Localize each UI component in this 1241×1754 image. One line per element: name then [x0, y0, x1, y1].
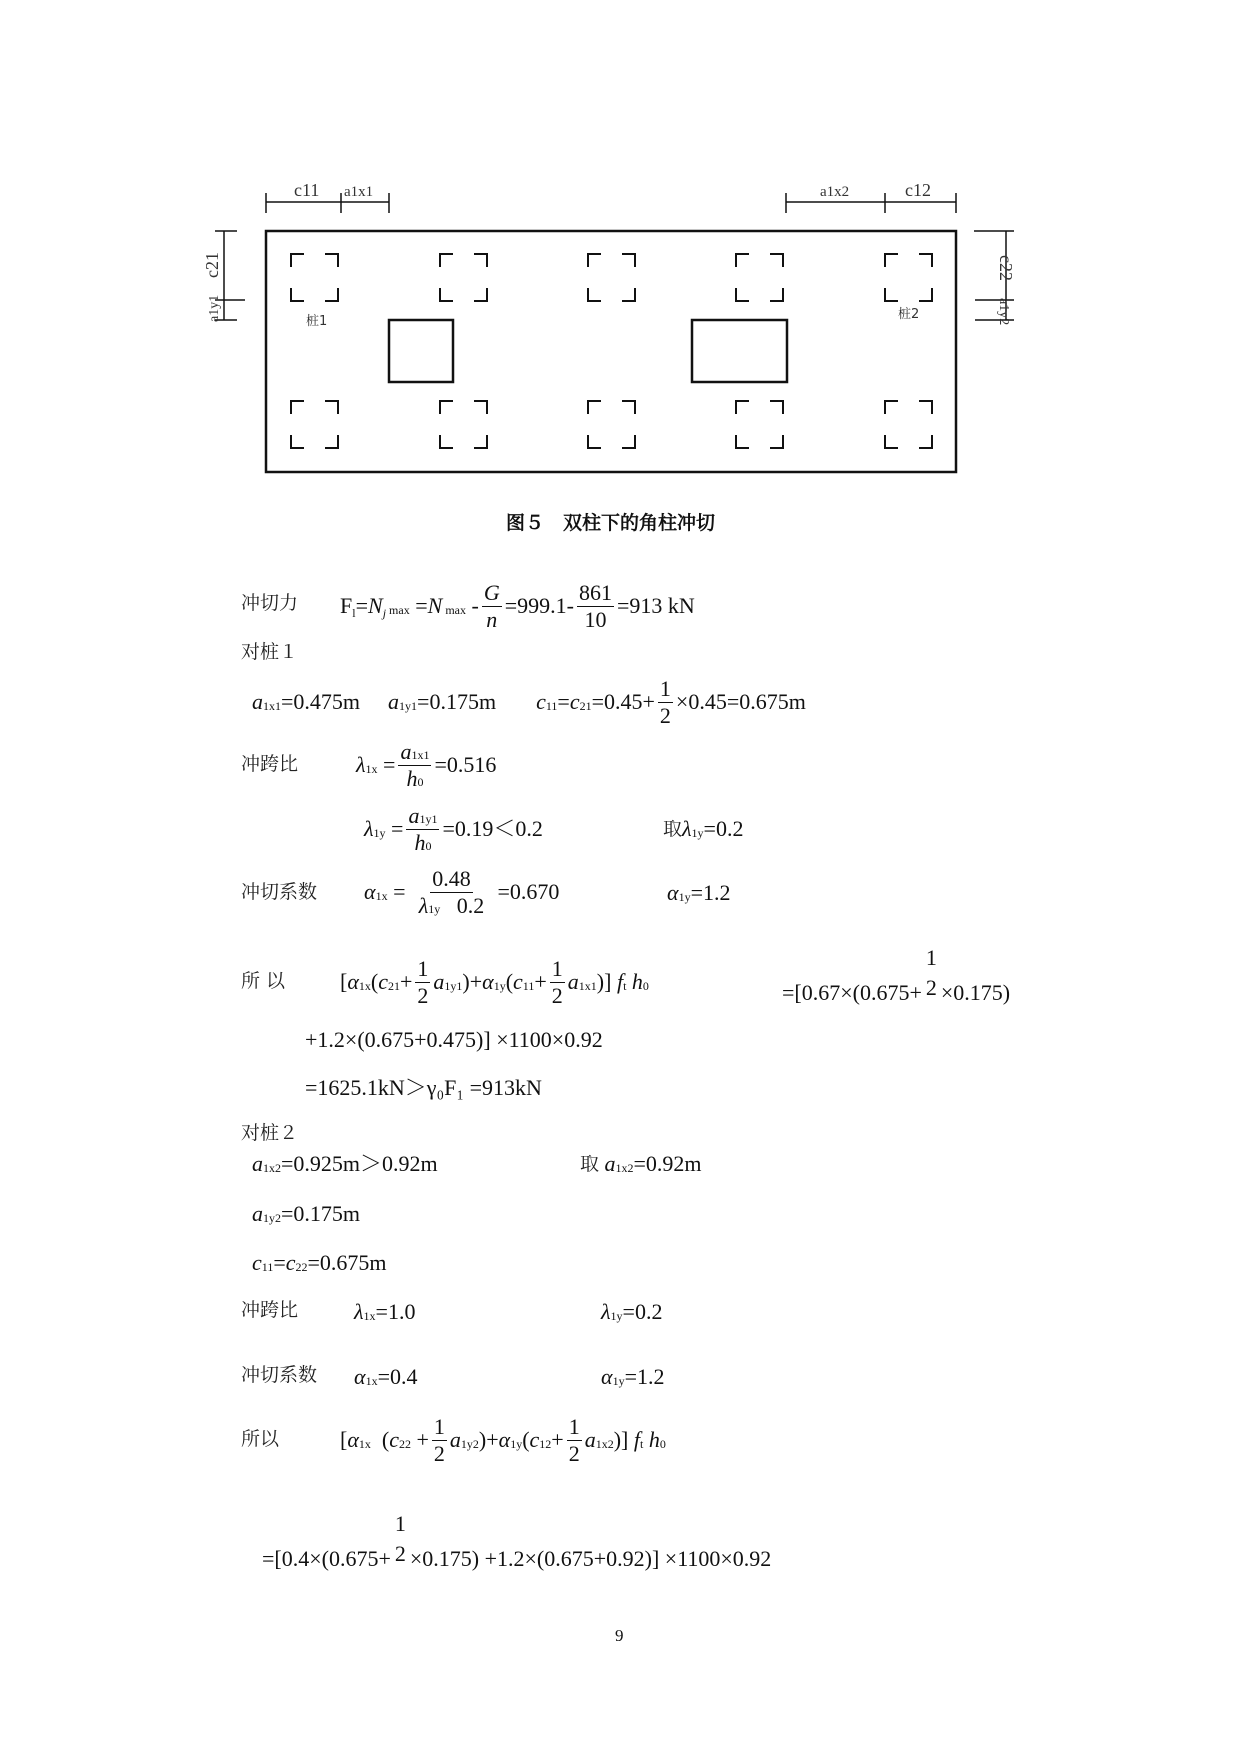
equation-a1x2-take: 取 a 1x2 =0.92m — [580, 1151, 702, 1176]
equation-punch-force: Fl= Nj max = N max - $\frac{G}{n}$ =999.1- $\frac{861}{10}$ =913 kN — [340, 580, 695, 632]
dim-label-c21: c21 — [202, 252, 222, 278]
eq5-result: =0.670 — [497, 879, 560, 904]
equation-capacity-1: [ α 1x ( c 21 + $\frac{1}{2}$ a 1y1 )+ α 1y ( c 11 + $\frac{1}{2}$ a 1x1 )] f t h 0 — [340, 956, 649, 1008]
dim-label-a1y2: a1y2 — [996, 298, 1011, 326]
column-right — [692, 320, 787, 382]
label-pile-1: 对桩１ — [241, 641, 299, 663]
eq1-tail: =999.1- — [504, 593, 574, 618]
equation-alpha-1x: α 1x = $\frac{0.48}{\lambda 1y 0.2}$ =0.670 — [364, 866, 560, 918]
pile-cap-outline — [266, 231, 956, 472]
eq12-lambda-1y: =0.2 — [622, 1299, 663, 1324]
eq11-result: =0.675m — [307, 1250, 387, 1275]
eq1-frac-den: 10 — [584, 606, 607, 632]
equation-alpha-2y: α 1y =1.2 — [601, 1364, 665, 1389]
pile-marker-r1-c4 — [736, 254, 783, 301]
equation-capacity-2-rhs: =[0.4×(0.675+ 1 2 ×0.175) +1.2×(0.675+0.92)] ×1100×0.92 — [262, 1511, 772, 1571]
equation-a1x2: a 1x2 =0.925m＞0.92m — [252, 1151, 438, 1176]
equation-lambda-2y: λ 1y =0.2 — [601, 1299, 663, 1324]
label-so-1: 所 以 — [241, 970, 286, 992]
eq2-a1y1: =0.175m — [417, 689, 497, 714]
pile-marker-r2-c5 — [885, 401, 932, 448]
label-take-2: 取 — [580, 1152, 600, 1175]
equation-alpha-2x: α 1x =0.4 — [354, 1364, 418, 1389]
eq5-alpha-1y: =1.2 — [690, 880, 731, 905]
label-punch-coef-2: 冲切系数 — [241, 1364, 318, 1386]
equation-capacity-1-rhs: =[0.67×(0.675+ 1 2 ×0.175) — [782, 945, 1011, 1005]
eq4-result: =0.19＜0.2 — [442, 816, 543, 841]
pile-marker-r2-c4 — [736, 401, 783, 448]
eq13-alpha-1x: =0.4 — [377, 1364, 418, 1389]
pile-1-label: 桩1 — [306, 314, 328, 329]
label-take-1: 取 — [663, 817, 683, 840]
equation-lambda-1y-take: 取 λ 1y =0.2 — [663, 816, 744, 841]
dim-label-c22: c22 — [996, 255, 1016, 281]
eq3-result: =0.516 — [434, 752, 497, 777]
eq2-c-result: ×0.45=0.675m — [675, 689, 806, 714]
eq10-a1y2: =0.175m — [281, 1201, 361, 1226]
eq12-lambda-1x: =1.0 — [375, 1299, 416, 1324]
eq13-alpha-1y: =1.2 — [624, 1364, 665, 1389]
page-number: 9 — [615, 1626, 624, 1645]
eq5-num: 0.48 — [432, 866, 471, 892]
dim-label-a1x1: a1x1 — [344, 184, 374, 200]
eq1-result: =913 kN — [616, 593, 695, 618]
eq2-c-part: =0.45+ — [591, 689, 655, 714]
label-punch-coef-1: 冲切系数 — [241, 881, 318, 903]
pile-marker-r1-c1 — [291, 254, 338, 301]
label-span-ratio-1: 冲跨比 — [241, 753, 299, 775]
pile-marker-r2-c1 — [291, 401, 338, 448]
eq2-a1x1: =0.475m — [281, 689, 361, 714]
eq4-take: =0.2 — [703, 816, 744, 841]
eq15-part1: =[0.4×(0.675+ — [262, 1546, 391, 1571]
equation-lambda-1x: λ 1x = $\frac{a1x1}{h0}$ =0.516 — [356, 739, 497, 791]
pile-cap-plan-figure — [0, 0, 1241, 520]
equation-a1y2: a 1y2 =0.175m — [252, 1201, 361, 1226]
label-so-2: 所以 — [241, 1428, 280, 1450]
pile-marker-r1-c2 — [440, 254, 487, 301]
equation-capacity-1-line2: +1.2×(0.675+0.475)] ×1100×0.92 — [305, 1027, 603, 1052]
equation-alpha-1y: α 1y =1.2 — [667, 880, 731, 905]
pile-marker-r1-c3 — [588, 254, 635, 301]
eq9-take: =0.92m — [633, 1151, 702, 1176]
eq9-a1x2: =0.925m＞0.92m — [281, 1151, 438, 1176]
equation-pile1-geometry: a 1x1 =0.475m a 1y1 =0.175m c 11 = c 21 =0.45+ $\frac{1}{2}$ ×0.45=0.675m — [252, 676, 806, 728]
equation-lambda-2: λ 1x =1.0 — [354, 1299, 416, 1324]
eq6-rhs2: ×0.175) — [940, 980, 1011, 1005]
label-punch-force: 冲切力 — [241, 592, 299, 614]
column-left — [389, 320, 453, 382]
eq15-part2: ×0.175) +1.2×(0.675+0.92)] ×1100×0.92 — [409, 1546, 772, 1571]
label-span-ratio-2: 冲跨比 — [241, 1299, 299, 1321]
dim-label-a1y1: a1y1 — [207, 294, 222, 322]
equation-c11-c22: c 11 = c 22 =0.675m — [252, 1250, 387, 1275]
equation-capacity-2: [ α 1x ( c 22 + $\frac{1}{2}$ a 1y2 )+ α 1y ( c 12 + $\frac{1}{2}$ a 1x2 )] f t h 0 — [340, 1414, 666, 1466]
eq1-frac-num: 861 — [578, 580, 612, 606]
equation-capacity-1-line3: =1625.1kN＞γ₀F₁ =913kN — [305, 1075, 542, 1100]
figure-caption: 图５ 双柱下的角柱冲切 — [506, 512, 716, 534]
dim-label-c11: c11 — [294, 180, 320, 200]
pile-marker-r2-c3 — [588, 401, 635, 448]
pile-marker-r1-c5 — [885, 254, 932, 301]
dim-label-c12: c12 — [905, 180, 931, 200]
equation-lambda-1y: λ 1y = $\frac{a1y1}{h0}$ =0.19＜0.2 — [364, 803, 543, 855]
dim-label-a1x2: a1x2 — [820, 184, 850, 200]
label-pile-2: 对桩２ — [241, 1122, 299, 1144]
eq5-den: 0.2 — [456, 892, 485, 918]
pile-2-label: 桩2 — [898, 307, 920, 322]
pile-marker-r2-c2 — [440, 401, 487, 448]
eq6-rhs: =[0.67×(0.675+ — [782, 980, 922, 1005]
